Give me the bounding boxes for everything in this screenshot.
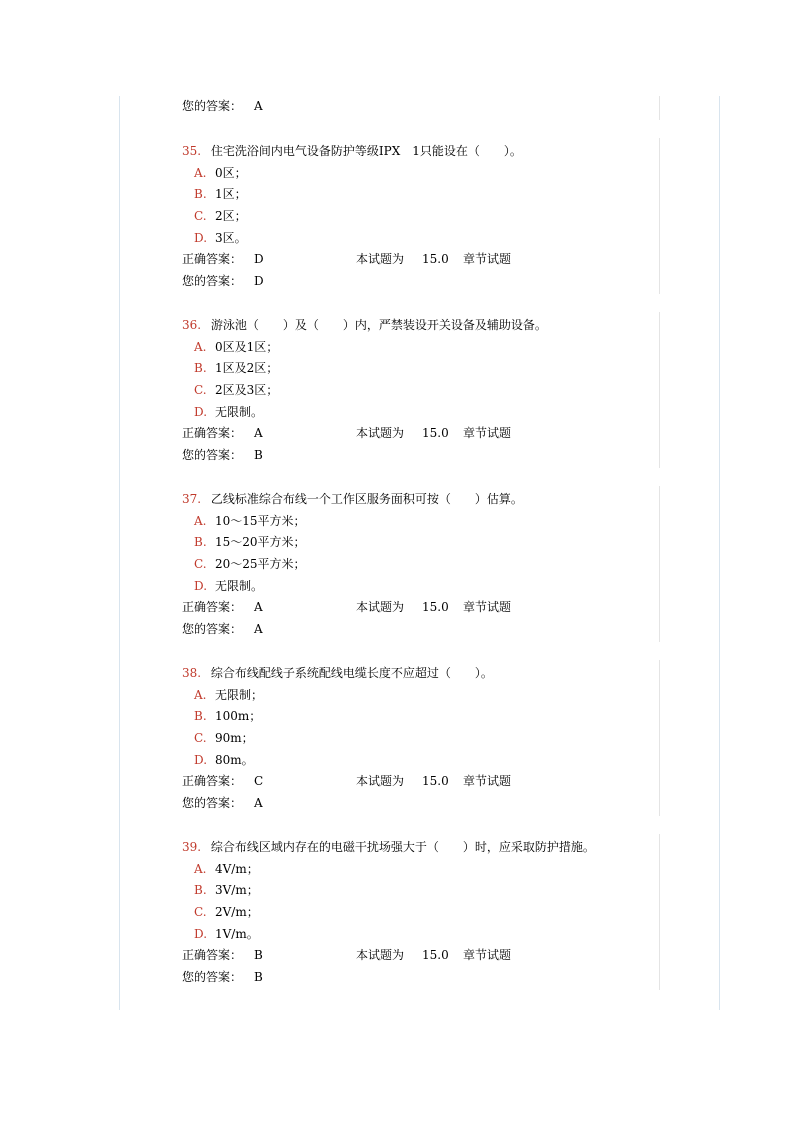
your-answer-row — [182, 98, 263, 114]
option-a — [194, 861, 259, 877]
option-b — [194, 708, 262, 724]
score-label: 本试题为 — [356, 774, 405, 788]
block-right-border — [659, 834, 660, 990]
score-value: 15.0 — [422, 426, 449, 440]
option-letter: A. — [194, 340, 207, 354]
score-label: 本试题为 — [356, 252, 405, 266]
option-c — [194, 556, 306, 572]
option-letter: B. — [194, 535, 207, 549]
question-text: 综合布线配线子系统配线电缆长度不应超过（ ）。 — [210, 666, 493, 680]
option-b — [194, 882, 259, 898]
score-value: 15.0 — [422, 774, 449, 788]
correct-answer-label: 正确答案： — [182, 774, 243, 788]
your-answer-row — [182, 273, 264, 289]
score-label: 本试题为 — [356, 600, 405, 614]
your-answer-row — [182, 969, 263, 985]
your-answer-label: 您的答案： — [182, 622, 243, 636]
correct-answer-value: C — [254, 774, 264, 788]
option-text: 2区及3区； — [215, 383, 279, 397]
section-label: 章节试题 — [463, 948, 512, 962]
question-stem — [182, 143, 522, 159]
your-answer-row — [182, 621, 263, 637]
option-d — [194, 404, 264, 420]
option-letter: A. — [194, 166, 207, 180]
option-letter: B. — [194, 709, 207, 723]
option-c — [194, 904, 259, 920]
option-text: 100m； — [215, 709, 262, 723]
question-number: 39. — [182, 840, 202, 854]
question-number: 38. — [182, 666, 202, 680]
option-text: 无限制。 — [215, 579, 264, 593]
correct-answer-row — [182, 425, 512, 441]
question-number: 37. — [182, 492, 202, 506]
correct-answer-value: D — [254, 252, 264, 266]
correct-answer-row — [182, 773, 512, 789]
option-text: 90m； — [215, 731, 254, 745]
your-answer-label: 您的答案： — [182, 274, 243, 288]
your-answer-row — [182, 447, 263, 463]
correct-answer-value: A — [254, 600, 263, 614]
option-text: 2区； — [215, 209, 247, 223]
option-letter: D. — [194, 231, 208, 245]
score-label: 本试题为 — [356, 426, 405, 440]
option-letter: C. — [194, 731, 207, 745]
option-letter: B. — [194, 883, 207, 897]
your-answer-value: D — [254, 274, 264, 288]
option-c — [194, 730, 254, 746]
block-right-border — [659, 138, 660, 294]
block-right-border — [659, 312, 660, 468]
correct-answer-label: 正确答案： — [182, 600, 243, 614]
option-text: 4V/m； — [215, 862, 259, 876]
question-text: 游泳池（ ）及（ ）内，严禁装设开关设备及辅助设备。 — [210, 318, 547, 332]
correct-answer-row — [182, 599, 512, 615]
your-answer-value: A — [254, 622, 263, 636]
option-d — [194, 752, 254, 768]
option-letter: D. — [194, 753, 208, 767]
frame-left-border — [119, 96, 120, 1010]
option-c — [194, 208, 247, 224]
question-number: 36. — [182, 318, 202, 332]
option-b — [194, 360, 279, 376]
option-letter: A. — [194, 862, 207, 876]
option-letter: D. — [194, 927, 208, 941]
question-stem — [182, 491, 523, 507]
your-answer-label: 您的答案： — [182, 796, 243, 810]
correct-answer-label: 正确答案： — [182, 948, 243, 962]
option-letter: B. — [194, 361, 207, 375]
your-answer-value: A — [254, 99, 263, 113]
your-answer-label: 您的答案： — [182, 99, 243, 113]
option-letter: A. — [194, 514, 207, 528]
option-letter: C. — [194, 383, 207, 397]
option-text: 20～25平方米； — [215, 557, 306, 571]
your-answer-row — [182, 795, 263, 811]
section-label: 章节试题 — [463, 252, 512, 266]
option-text: 1区； — [215, 187, 247, 201]
question-text: 乙线标准综合布线一个工作区服务面积可按（ ）估算。 — [210, 492, 523, 506]
correct-answer-value: B — [254, 948, 263, 962]
option-text: 无限制； — [215, 688, 264, 702]
section-label: 章节试题 — [463, 426, 512, 440]
option-d — [194, 230, 247, 246]
option-a — [194, 513, 306, 529]
block-right-border — [659, 486, 660, 642]
option-text: 10～15平方米； — [215, 514, 306, 528]
option-b — [194, 186, 247, 202]
correct-answer-label: 正确答案： — [182, 252, 243, 266]
score-value: 15.0 — [422, 600, 449, 614]
correct-answer-row — [182, 251, 512, 267]
your-answer-value: B — [254, 970, 263, 984]
option-a — [194, 339, 279, 355]
option-b — [194, 534, 306, 550]
option-letter: A. — [194, 688, 207, 702]
question-number: 35. — [182, 144, 202, 158]
option-letter: D. — [194, 405, 208, 419]
question-stem — [182, 839, 595, 855]
option-letter: C. — [194, 557, 207, 571]
score-value: 15.0 — [422, 948, 449, 962]
correct-answer-label: 正确答案： — [182, 426, 243, 440]
option-d — [194, 926, 259, 942]
question-text: 住宅洗浴间内电气设备防护等级IPX 1只能设在（ ）。 — [210, 144, 522, 158]
score-label: 本试题为 — [356, 948, 405, 962]
option-text: 1V/m。 — [215, 927, 259, 941]
option-text: 15～20平方米； — [215, 535, 306, 549]
option-letter: C. — [194, 905, 207, 919]
your-answer-label: 您的答案： — [182, 448, 243, 462]
option-letter: B. — [194, 187, 207, 201]
option-text: 80m。 — [215, 753, 254, 767]
option-text: 3V/m； — [215, 883, 259, 897]
score-value: 15.0 — [422, 252, 449, 266]
option-letter: C. — [194, 209, 207, 223]
section-label: 章节试题 — [463, 774, 512, 788]
section-label: 章节试题 — [463, 600, 512, 614]
option-text: 1区及2区； — [215, 361, 279, 375]
option-text: 3区。 — [215, 231, 247, 245]
option-d — [194, 578, 264, 594]
your-answer-label: 您的答案： — [182, 970, 243, 984]
option-a — [194, 165, 247, 181]
question-stem — [182, 317, 547, 333]
option-a — [194, 687, 264, 703]
block-right-border — [659, 660, 660, 816]
frame-right-border — [719, 96, 720, 1010]
correct-answer-value: A — [254, 426, 263, 440]
option-text: 2V/m； — [215, 905, 259, 919]
option-text: 无限制。 — [215, 405, 264, 419]
option-text: 0区及1区； — [215, 340, 279, 354]
block-right-border — [659, 96, 660, 120]
correct-answer-row — [182, 947, 512, 963]
option-text: 0区； — [215, 166, 247, 180]
question-text: 综合布线区域内存在的电磁干扰场强大于（ ）时，应采取防护措施。 — [210, 840, 595, 854]
question-stem — [182, 665, 493, 681]
option-letter: D. — [194, 579, 208, 593]
your-answer-value: A — [254, 796, 263, 810]
option-c — [194, 382, 279, 398]
your-answer-value: B — [254, 448, 263, 462]
